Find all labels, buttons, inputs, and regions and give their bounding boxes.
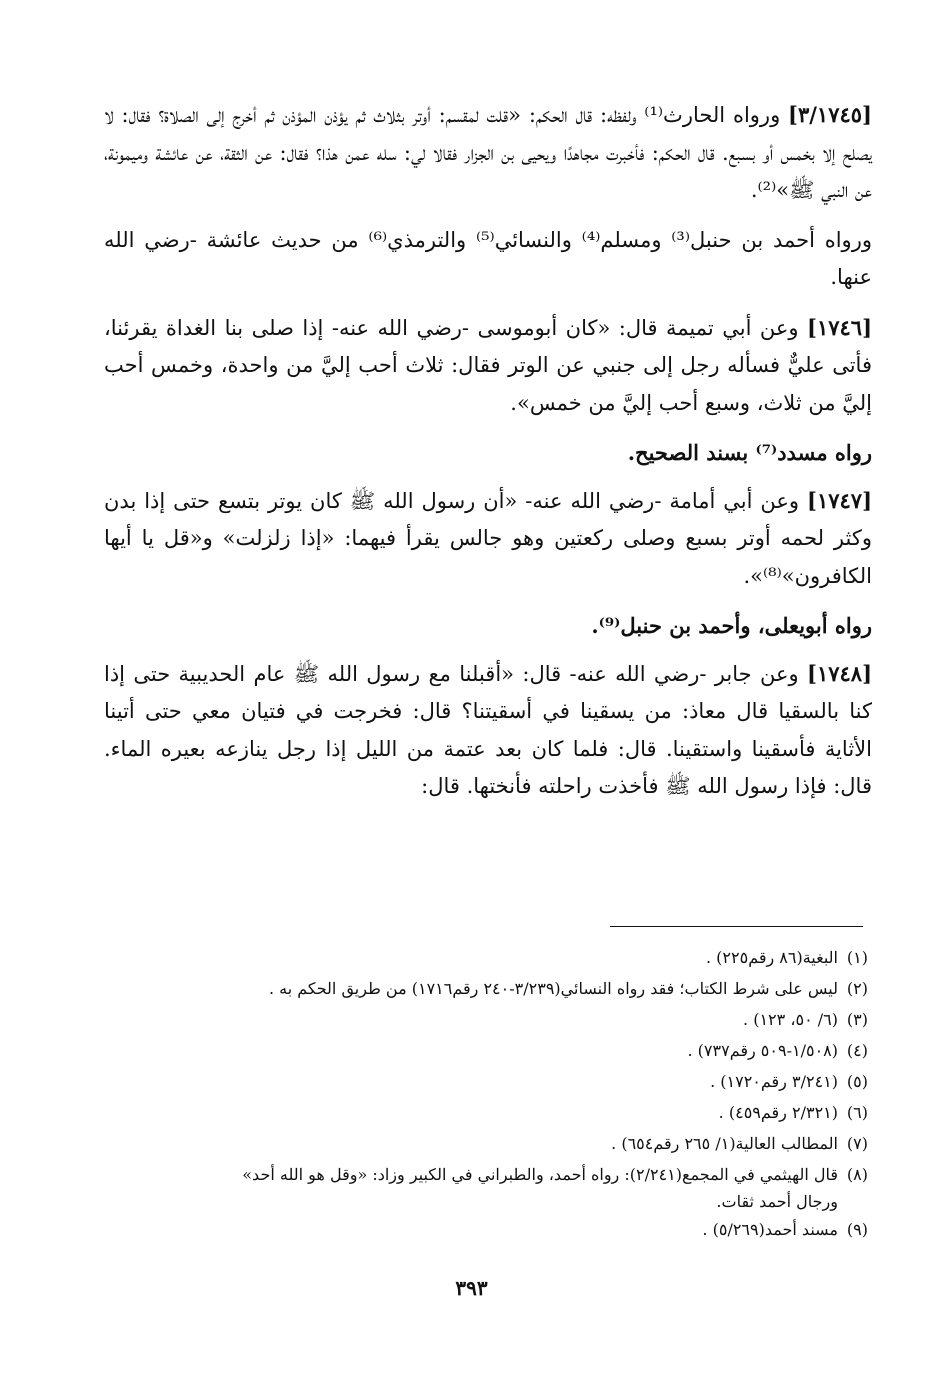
footnote-text: مسند أحمد(٥/٢٦٩) .	[702, 1220, 838, 1239]
footnote-text: المطالب العالية(١/ ٢٦٥ رقم٦٥٤) .	[611, 1134, 838, 1153]
paragraph-text: رواه أبويعلى، وأحمد بن حنبل⁽⁹⁾.	[591, 613, 872, 638]
footnote-4	[104, 1035, 868, 1066]
paragraph-text: وعن أبي أمامة -رضي الله عنه- «أن رسول الله ﷺ كان يوتر بتسع حتى إذا بدن وكثر لحمه أوتر بسبع وصلى ركعتين وهو جالس يقرأ فيهما: «إذا زلزلت» و«قل يا أيها الكافرون»⁽⁸⁾».	[104, 488, 872, 588]
paragraph-1745-3	[104, 96, 872, 210]
footnotes	[104, 942, 868, 1245]
footnote-number: (٥)	[846, 1072, 868, 1091]
footnote-text: قال الهيثمي في المجمع(٢/٢٤١): رواه أحمد، والطبراني في الكبير وزاد: «وقل هو الله أحد»	[242, 1165, 838, 1184]
footnote-3	[104, 1004, 868, 1035]
paragraph-1748	[104, 655, 872, 806]
footnote-text: (٦/ ٥٠، ١٢٣) .	[743, 1010, 838, 1029]
footnote-number: (١)	[846, 948, 868, 967]
footnote-number: (٢)	[846, 979, 868, 998]
footnote-text: (٢/٣٢١ رقم٤٥٩) .	[718, 1103, 838, 1122]
main-text	[104, 96, 872, 818]
footnote-continuation: ورجال أحمد ثقات.	[716, 1192, 838, 1211]
footnote-text: (٣/٢٤١ رقم١٧٢٠) .	[710, 1072, 838, 1091]
paragraph-musaddad	[104, 434, 872, 472]
paragraph-text: وعن جابر -رضي الله عنه- قال: «أقبلنا مع رسول الله ﷺ عام الحديبية حتى إذا كنا بالسقيا قال معاذ: من يسقينا في أسقيتنا؟ قال: فخرجت في فتيان معي حتى أتينا الأثاية فأسقينا واستقينا. قال: فلما كان بعد عتمة من الليل إذا رجل ينازعه بعيره الماء. قال: فإذا رسول الله ﷺ فأخذت راحلته فأنختها. قال:	[104, 661, 872, 798]
footnote-number: (٤)	[846, 1041, 868, 1060]
paragraph-text: وعن أبي تميمة قال: «كان أبوموسى -رضي الله عنه- إذا صلى بنا الغداة يقرئنا، فأتى عليٌّ فسأله رجل إلى جنبي عن الوتر فقال: ثلاث أحب إليَّ من واحدة، وخمس أحب إليَّ من ثلاث، وسبع أحب إليَّ من خمس».	[104, 315, 872, 415]
hadith-number: [١٧٤٦]	[807, 314, 872, 340]
footnote-number: (٩)	[846, 1220, 868, 1239]
paragraph-text: رواه مسدد⁽⁷⁾ بسند الصحيح.	[627, 440, 872, 465]
paragraph-takhrij-aisha	[104, 222, 872, 297]
page-number: ٣٩٣	[455, 1276, 488, 1300]
footnote-8	[104, 1159, 868, 1214]
footnote-7	[104, 1128, 868, 1159]
footnote-number: (٣)	[846, 1010, 868, 1029]
paragraph-1747	[104, 482, 872, 596]
footnote-text: (١/٥٠٨-٥٠٩ رقم٧٣٧) .	[687, 1041, 838, 1060]
hadith-number: [٣/١٧٤٥]	[788, 102, 872, 127]
footnote-1	[104, 942, 868, 973]
hadith-number: [١٧٤٧]	[807, 487, 872, 513]
hadith-number: [١٧٤٨]	[807, 660, 872, 686]
footnote-number: (٦)	[846, 1103, 868, 1122]
footnote-2	[104, 973, 868, 1004]
footnote-text: ليس على شرط الكتاب؛ فقد رواه النسائي(٣/٢٣٩-٢٤٠ رقم١٧١٦) من طريق الحكم به .	[268, 979, 838, 998]
paragraph-text: ورواه أحمد بن حنبل⁽³⁾ ومسلم⁽⁴⁾ والنسائي⁽⁵⁾ والترمذي⁽⁶⁾ من حديث عائشة -رضي الله عنها.	[104, 227, 872, 289]
footnote-number: (٨)	[846, 1165, 868, 1184]
footnote-9	[104, 1214, 868, 1245]
footnote-divider	[610, 926, 863, 927]
paragraph-1746	[104, 309, 872, 423]
footnote-text: البغية(٨٦ رقم٢٢٥) .	[705, 948, 838, 967]
footnote-5	[104, 1066, 868, 1097]
footnote-6	[104, 1097, 868, 1128]
footnote-number: (٧)	[846, 1134, 868, 1153]
paragraph-text: ورواه الحارث⁽¹⁾ ولفظه: قال الحكم: «قلت لمقسم: أوتر بثلاث ثم يؤذن المؤذن ثم أخرج إلى الصلاة؟ فقال: لا يصلح إلا بخمس أو بسبع. قال الحكم: فأخبرت مجاهدًا ويحيى بن الجزار فقالا لي: سله عمن هذا؟ فقال: عن الثقة، عن عائشة وميمونة، عن النبي ﷺ»⁽²⁾.	[104, 103, 872, 202]
paragraph-abu-yala	[104, 607, 872, 645]
